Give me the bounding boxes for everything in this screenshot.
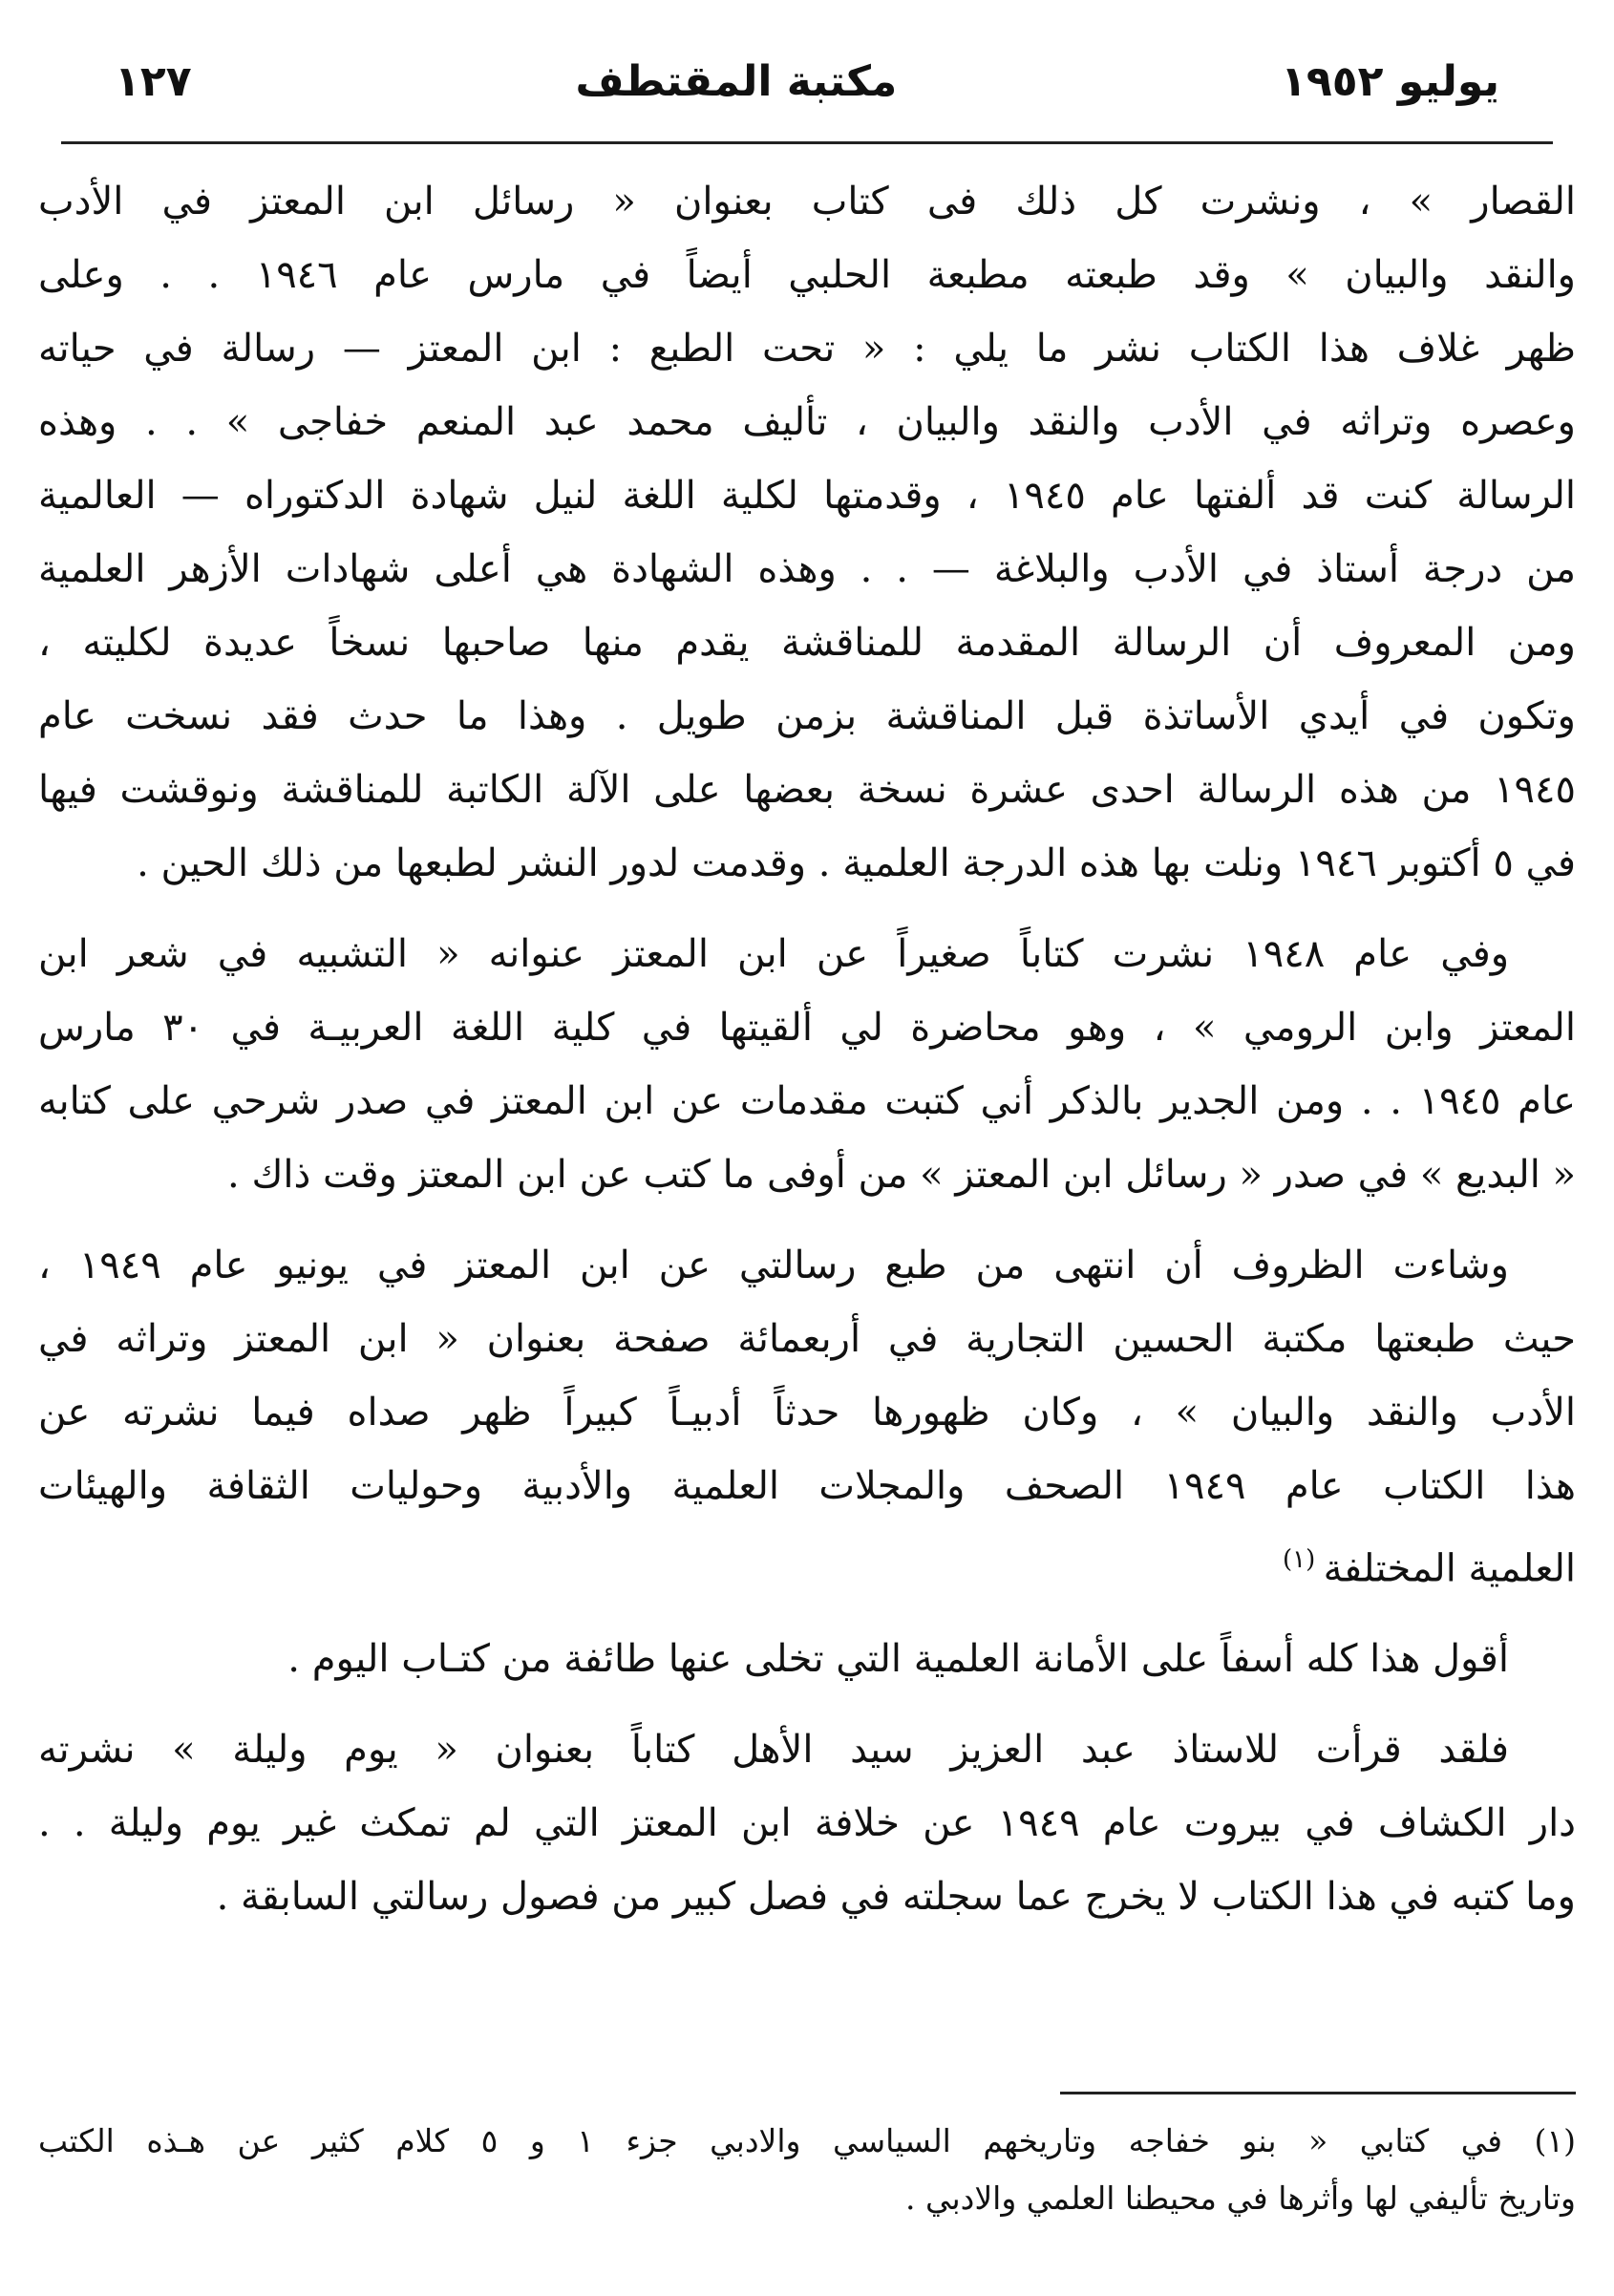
- text-line: القصار » ، ونشرت كل ذلك فى كتاب بعنوان « رسائل ابن المعتز في الأدب: [38, 180, 1576, 223]
- book-page: [38, 57, 1576, 1934]
- text-line: عام ١٩٤٥ . . ومن الجدير بالذكر أني كتبت مقدمات عن ابن المعتز في صدر شرحي على كتابه: [38, 1079, 1576, 1123]
- text-line: المعتز وابن الرومي » ، وهو محاضرة لي ألقيتها في كلية اللغة العربيـة في ٣٠ مارس: [38, 1006, 1576, 1050]
- header-rule: [61, 141, 1553, 144]
- text-line: العلمية المختلفة $^{(١)}$: [1283, 1545, 1576, 1591]
- footnote: [38, 2113, 1576, 2227]
- text-line: ومن المعروف أن الرسالة المقدمة للمناقشة يقدم منها صاحبها نسخاً عديدة لكليته ،: [38, 621, 1576, 665]
- paragraph: [38, 918, 1576, 1212]
- text-line: وما كتبه في هذا الكتاب لا يخرج عما سجلته في فصل كبير من فصول رسالتي السابقة .: [216, 1875, 1576, 1920]
- text-line: هذا الكتاب عام ١٩٤٩ الصحف والمجلات العلمية والأدبية وحوليات الثقافة والهيئات: [38, 1464, 1576, 1508]
- text-line: الرسالة كنت قد ألفتها عام ١٩٤٥ ، وقدمتها لكلية اللغة لنيل شهادة الدكتوراه — العالمية: [38, 474, 1576, 518]
- text-line: وتكون في أيدي الأساتذة قبل المناقشة بزمن طويل . وهذا ما حدث فقد نسخت عام: [38, 694, 1576, 738]
- text-line: فلقد قرأت للاستاذ عبد العزيز سيد الأهل كتاباً بعنوان « يوم وليلة » نشرته: [38, 1728, 1509, 1773]
- footnote-line: وتاريخ تأليفي لها وأثرها في محيطنا العلمي والادبي .: [905, 2179, 1576, 2217]
- text-line: دار الكشاف في بيروت عام ١٩٤٩ عن خلافة ابن المعتز التي لم تمكث غير يوم وليلة . .: [38, 1801, 1576, 1846]
- footnote-line: (١) في كتابي « بنو خفاجه وتاريخهم السياسي والادبي جزء ١ و ٥ كلام كثير عن هـذه الكتب: [38, 2122, 1576, 2159]
- paragraph: [38, 1229, 1576, 1605]
- text-line: وعصره وتراثه في الأدب والنقد والبيان ، تأليف محمد عبد المنعم خفاجى » . . وهذه: [38, 400, 1576, 444]
- text-line: ١٩٤٥ من هذه الرسالة احدى عشرة نسخة بعضها على الآلة الكاتبة للمناقشة ونوقشت فيها: [38, 768, 1576, 812]
- footnote-rule: [1060, 2092, 1576, 2094]
- text-line: حيث طبعتها مكتبة الحسين التجارية في أربعمائة صفحة بعنوان « ابن المعتز وتراثه في: [38, 1317, 1576, 1361]
- text-line: وشاءت الظروف أن انتهى من طبع رسالتي عن ابن المعتز في يونيو عام ١٩٤٩ ،: [38, 1244, 1509, 1287]
- text-line: والنقد والبيان » وقد طبعته مطبعة الحلبي أيضاً في مارس عام ١٩٤٦ . . وعلى: [38, 253, 1576, 297]
- header-date: يوليو ١٩٥٢: [1281, 57, 1499, 106]
- text-line: في ٥ أكتوبر ١٩٤٦ ونلت بها هذه الدرجة العلمية . وقدمت لدور النشر لطبعها من ذلك الحين .: [137, 841, 1576, 885]
- paragraph: [38, 1623, 1576, 1696]
- paragraph: [38, 1713, 1576, 1934]
- paragraph: [38, 165, 1576, 901]
- text-line: وفي عام ١٩٤٨ نشرت كتاباً صغيراً عن ابن المعتز عنوانه « التشبيه في شعر ابن: [38, 932, 1510, 976]
- text-line: « البديع » في صدر « رسائل ابن المعتز » من أوفى ما كتب عن ابن المعتز وقت ذاك .: [227, 1153, 1576, 1197]
- page-number: ١٢٧: [115, 57, 192, 106]
- running-header: [38, 57, 1576, 134]
- body-text: [38, 165, 1576, 1934]
- text-line: أقول هذا كله أسفاً على الأمانة العلمية التي تخلى عنها طائفة من كتـاب اليوم .: [287, 1637, 1509, 1682]
- text-line: ظهر غلاف هذا الكتاب نشر ما يلي : « تحت الطبع : ابن المعتز — رسالة في حياته: [38, 327, 1576, 371]
- header-title: مكتبة المقتطف: [575, 57, 898, 106]
- text-line: الأدب والنقد والبيان » ، وكان ظهورها حدثاً أدبيـاً كبيراً ظهر صداه فيما نشرته عن: [38, 1391, 1576, 1435]
- text-line: من درجة أستاذ في الأدب والبلاغة — . . وهذه الشهادة هي أعلى شهادات الأزهر العلمية: [38, 547, 1576, 591]
- footnote-reference[interactable]: (١): [1283, 1545, 1324, 1574]
